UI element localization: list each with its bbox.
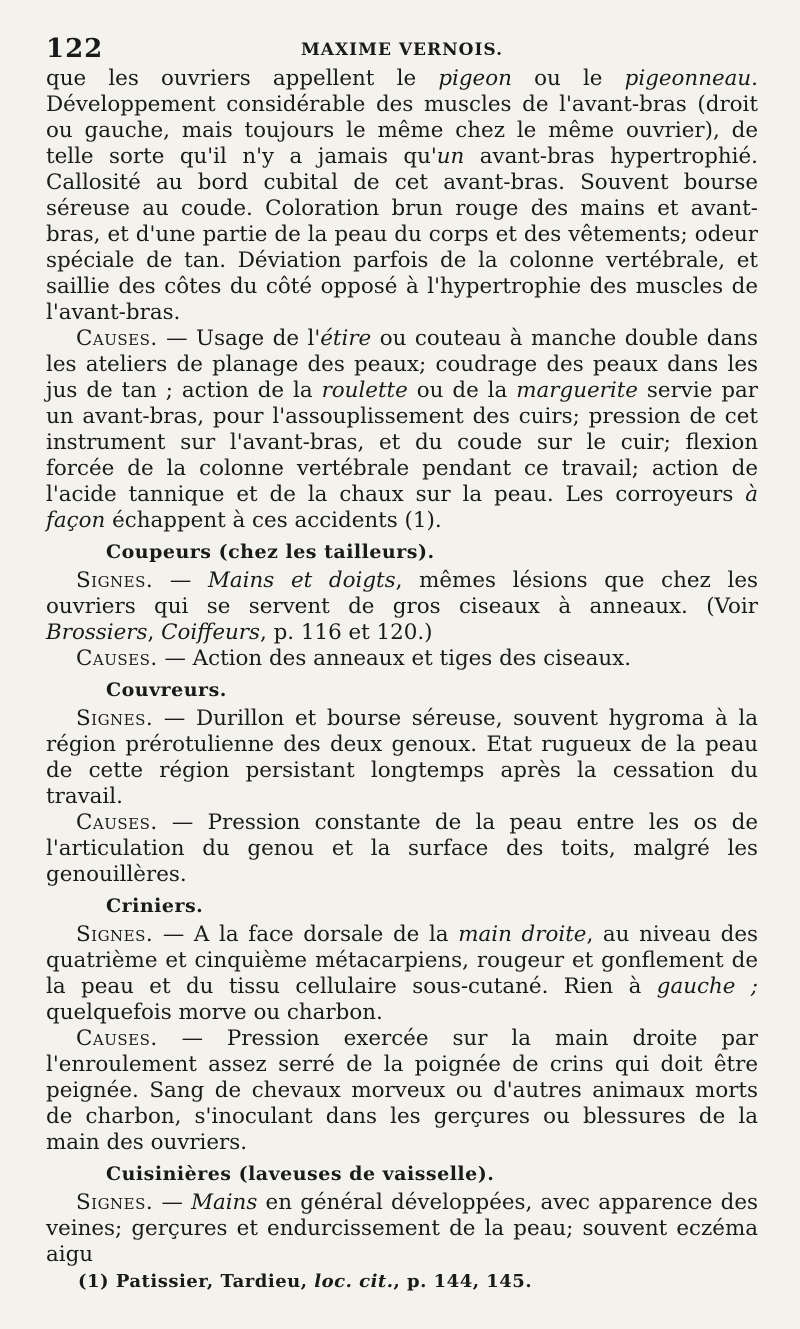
causes-label: Causes. — [76, 326, 158, 351]
section-heading: Cuisinières (laveuses de vaisselle). — [106, 1163, 495, 1185]
paragraph: Signes. — A la face dorsale de la main droite, au niveau des quatrième et cinquième métacarpiens, rougeur et gonflement de la peau et du tissu cellulaire sous-cutané. Rien à gauche ; quelquefois morve ou charbon. — [46, 922, 758, 1025]
paragraph: Signes. — Mains en général développées, avec apparence des veines; gerçures et endurcissement de la peau; souvent eczéma aigu — [46, 1190, 758, 1267]
signes-label: Signes. — [76, 706, 154, 731]
book-page — [46, 30, 758, 1268]
footnote-mark: (1) — [78, 1271, 110, 1292]
signes-label: Signes. — [76, 1190, 154, 1215]
paragraph: Causes. — Usage de l'étire ou couteau à manche double dans les ateliers de planage des peaux; coudrage des peaux dans les jus de tan ; action de la roulette ou de la marguerite servie par un avant-bras, pour l'assouplissement des cuirs; pression de cet instrument sur l'avant-bras, et du coude sur le cuir; flexion forcée de la colonne vertébrale pendant ce travail; action de l'acide tannique et de la chaux sur la peau. Les corroyeurs à façon échappent à ces accidents (1). — [46, 326, 759, 533]
causes-label: Causes. — [76, 1026, 158, 1051]
signes-label: Signes. — [76, 568, 154, 593]
causes-label: Causes. — [76, 810, 158, 835]
footnote: (1) Patissier, Tardieu, loc. cit., p. 144, 145. — [78, 1271, 533, 1292]
paragraph: Signes. — Mains et doigts, mêmes lésions que chez les ouvriers qui se servent de gros ciseaux à anneaux. (Voir Brossiers, Coiffeurs, p. 116 et 120.) — [46, 568, 758, 645]
paragraph: Causes. — Pression exercée sur la main droite par l'enroulement assez serré de la poignée de crins qui doit être peignée. Sang de chevaux morveux ou d'autres animaux morts de charbon, s'inoculant dans les gerçures ou blessures de la main des ouvriers. — [46, 1026, 758, 1155]
signes-label: Signes. — [76, 922, 154, 947]
page-header — [46, 30, 758, 66]
section-heading: Couvreurs. — [106, 679, 227, 701]
paragraph: Signes. — Durillon et bourse séreuse, souvent hygroma à la région prérotulienne des deux genoux. Etat rugueux de la peau de cette région persistant longtemps après la cessation du travail. — [46, 706, 758, 809]
body-text — [46, 66, 758, 1268]
running-title: MAXIME VERNOIS. — [300, 40, 503, 60]
section-heading: Criniers. — [106, 895, 204, 917]
paragraph: Causes. — Pression constante de la peau entre les os de l'articulation du genou et la surface des toits, malgré les genouillères. — [46, 810, 758, 887]
section-heading: Coupeurs (chez les tailleurs). — [106, 541, 435, 563]
paragraph: que les ouvriers appellent le pigeon ou le pigeonneau. Développement considérable des muscles de l'avant-bras (droit ou gauche, mais toujours le même chez le même ouvrier), de telle sorte qu'il n'y a jamais qu'un avant-bras hypertrophié. Callosité au bord cubital de cet avant-bras. Souvent bourse séreuse au coude. Coloration brun rouge des mains et avant-bras, et d'une partie de la peau du corps et des vêtements; odeur spéciale de tan. Déviation parfois de la colonne vertébrale, et saillie des côtes du côté opposé à l'hypertrophie des muscles de l'avant-bras. — [46, 66, 758, 325]
causes-label: Causes. — [76, 646, 158, 671]
page-number: 122 — [46, 34, 104, 64]
paragraph: Causes. — Action des anneaux et tiges des ciseaux. — [76, 646, 632, 671]
